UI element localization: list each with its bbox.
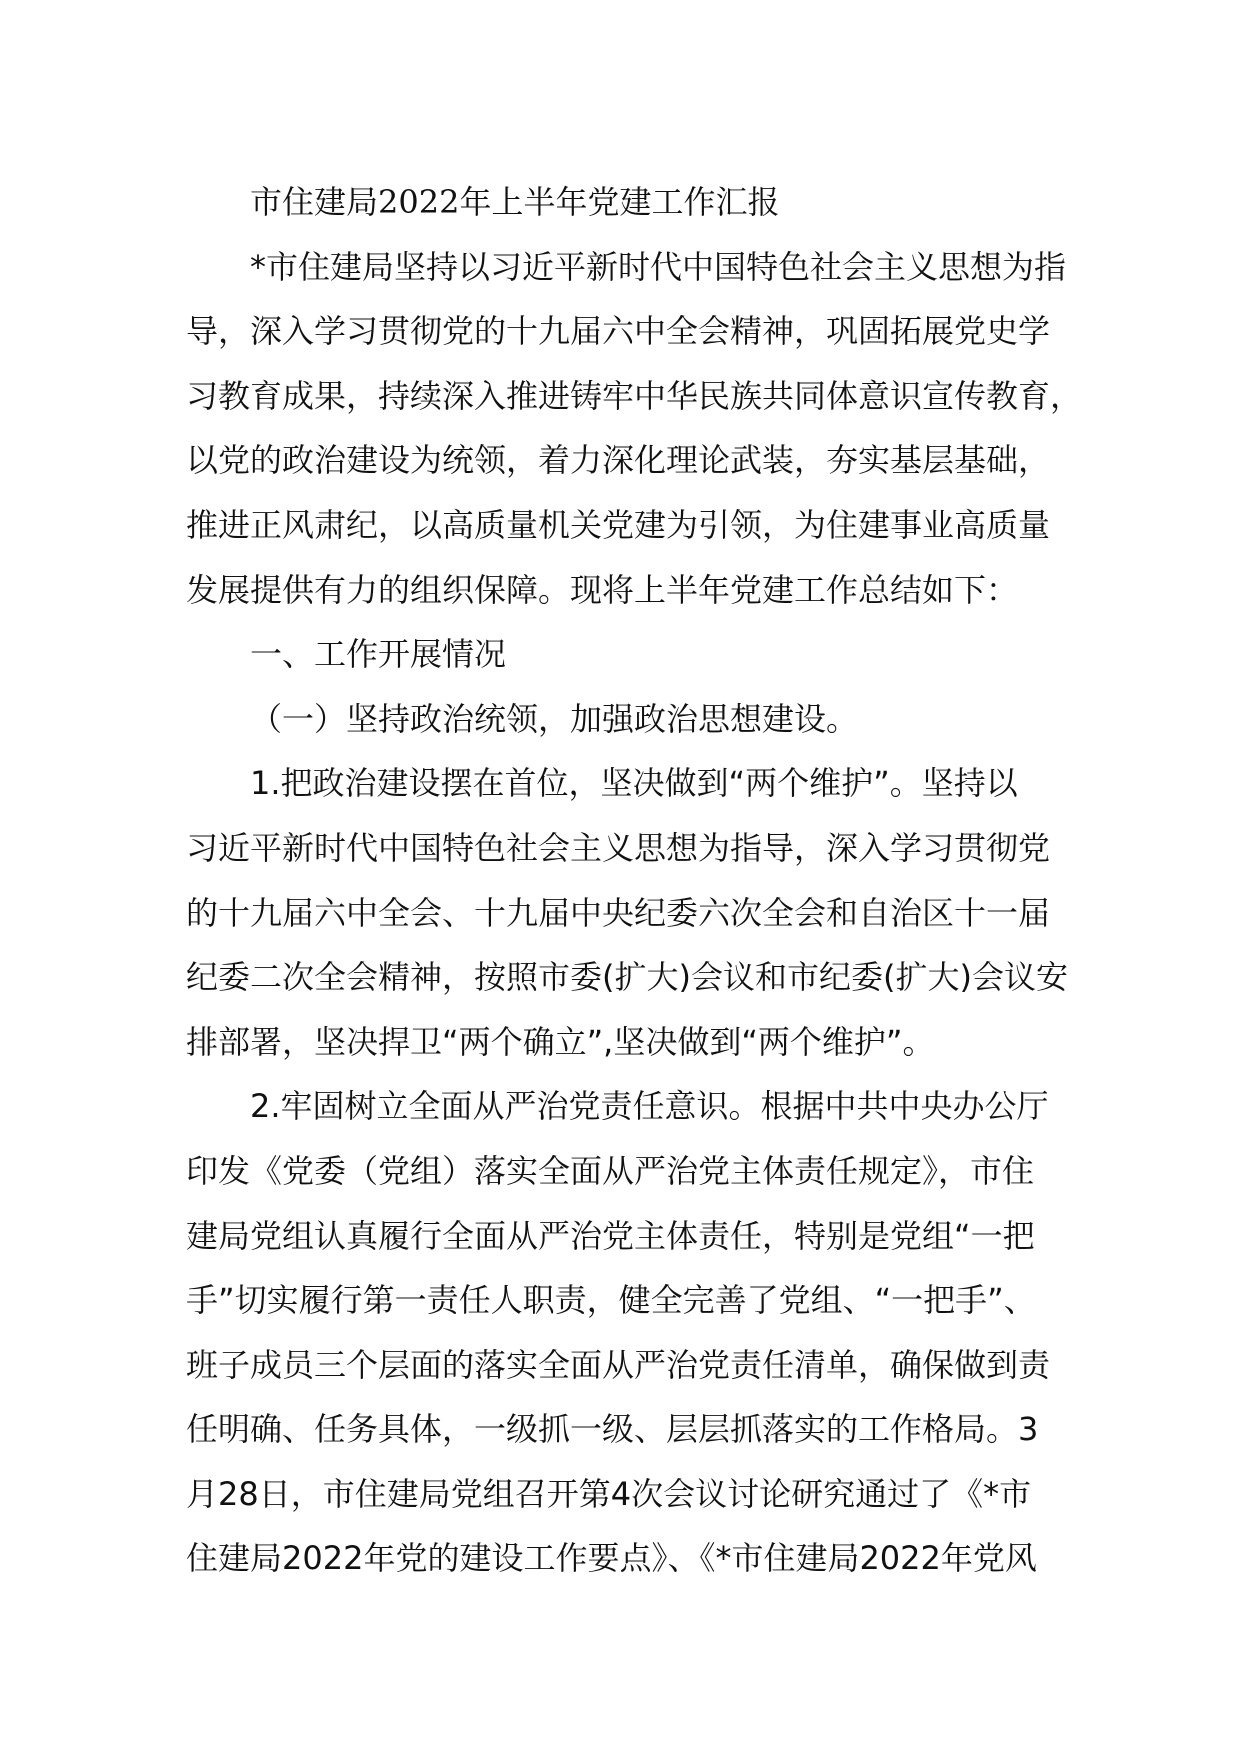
document-body	[186, 170, 1083, 1591]
paragraph-item-1-line: 1.把政治建设摆在首位，坚决做到“两个维护”。坚持以	[250, 764, 1018, 803]
paragraph-item-2-line: 任明确、任务具体，一级抓一级、层层抓落实的工作格局。3	[186, 1410, 1039, 1449]
paragraph-intro-line: 导，深入学习贯彻党的十九届六中全会精神，巩固拓展党史学	[186, 312, 1051, 351]
paragraph-item-2-line: 手”切实履行第一责任人职责，健全完善了党组、“一把手”、	[186, 1281, 1036, 1320]
paragraph-intro-line: *市住建局坚持以习近平新时代中国特色社会主义思想为指	[250, 247, 1067, 286]
paragraph-item-2-line: 2.牢固树立全面从严治党责任意识。根据中共中央办公厅	[250, 1087, 1049, 1126]
paragraph-intro-line: 习教育成果，持续深入推进铸牢中华民族共同体意识宣传教育，	[186, 376, 1083, 415]
paragraph-item-1-line: 纪委二次全会精神，按照市委(扩大)会议和市纪委(扩大)会议安	[186, 958, 1068, 997]
paragraph-item-2-line: 月28日，市住建局党组召开第4次会议讨论研究通过了《*市	[186, 1474, 1032, 1513]
paragraph-intro-line: 推进正风肃纪，以高质量机关党建为引领，为住建事业高质量	[186, 505, 1051, 544]
paragraph-item-1-line: 排部署，坚决捍卫“两个确立”,坚决做到“两个维护”。	[186, 1022, 935, 1061]
subsection-heading: （一）坚持政治统领，加强政治思想建设。	[250, 699, 859, 738]
paragraph-intro-line: 发展提供有力的组织保障。现将上半年党建工作总结如下：	[186, 570, 1019, 609]
document-title: 市住建局2022年上半年党建工作汇报	[250, 183, 780, 221]
paragraph-intro-line: 以党的政治建设为统领，着力深化理论武装，夯实基层基础，	[186, 441, 1051, 480]
paragraph-item-2-line: 建局党组认真履行全面从严治党主体责任，特别是党组“一把	[186, 1216, 1035, 1255]
paragraph-item-2-line: 印发《党委（党组）落实全面从严治党主体责任规定》，市住	[186, 1151, 1035, 1190]
section-heading: 一、工作开展情况	[250, 635, 507, 674]
paragraph-item-1-line: 习近平新时代中国特色社会主义思想为指导，深入学习贯彻党	[186, 828, 1051, 867]
paragraph-item-1-line: 的十九届六中全会、十九届中央纪委六次全会和自治区十一届	[186, 893, 1051, 932]
paragraph-item-2-line: 住建局2022年党的建设工作要点》、《*市住建局2022年党风	[186, 1539, 1037, 1578]
paragraph-item-2-line: 班子成员三个层面的落实全面从严治党责任清单，确保做到责	[186, 1345, 1051, 1384]
